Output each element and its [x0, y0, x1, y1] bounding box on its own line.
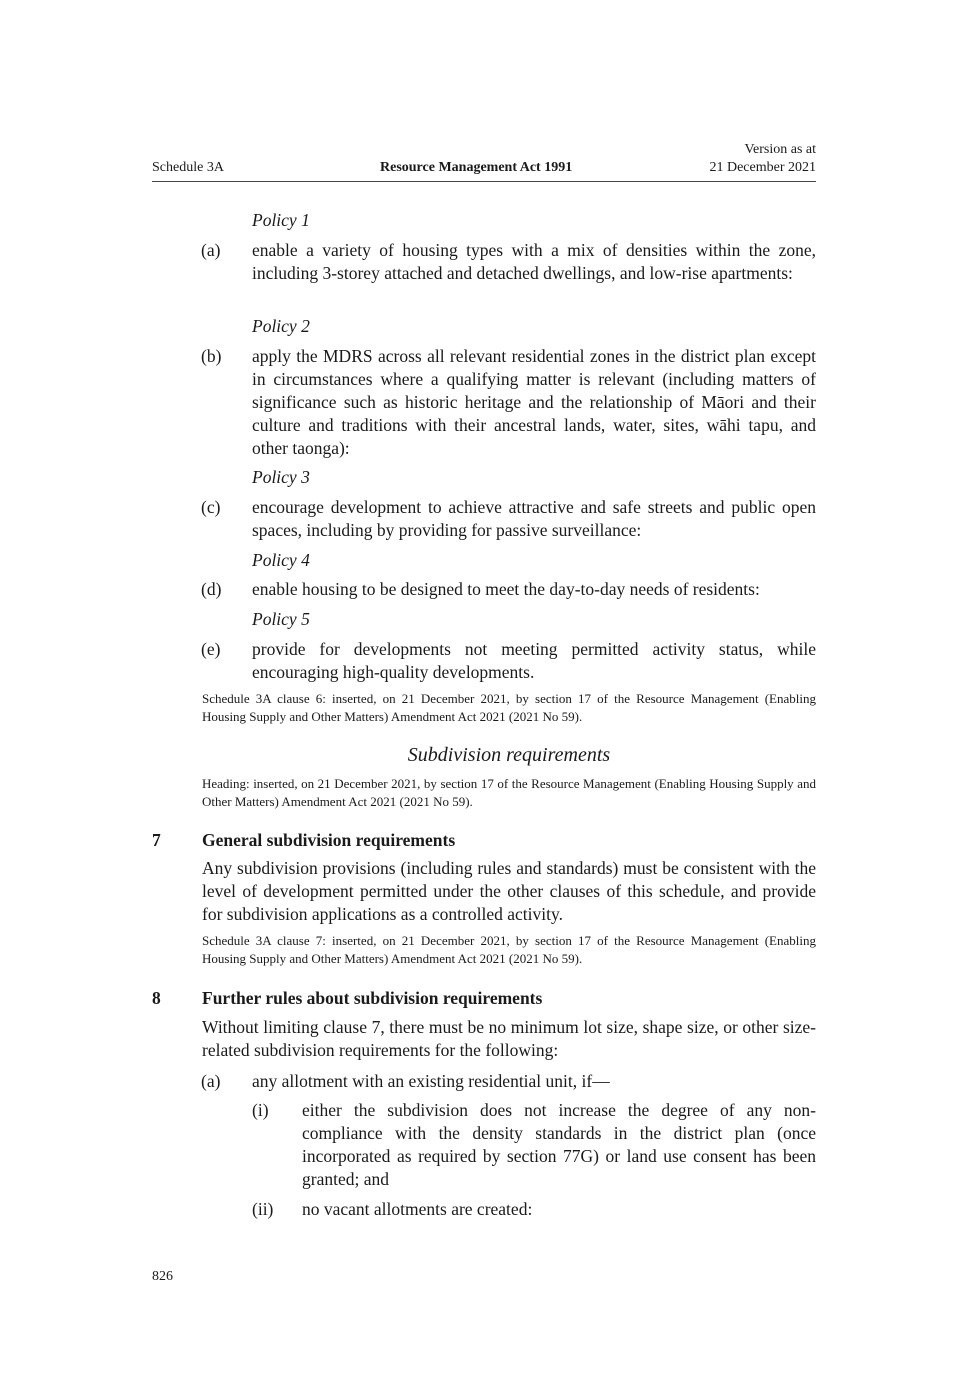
clause8-text: Without limiting clause 7, there must be no minimum lot size, shape size, or other size-related subdivision requirements for the following:	[202, 1017, 816, 1060]
subdivision-heading-note: Heading: inserted, on 21 December 2021, by section 17 of the Resource Management (Enabling Housing Supply and Other Matters) Amendment Act 2021 (2021 No 59).	[202, 776, 816, 809]
policy-heading-1: Policy 1	[252, 210, 310, 230]
policy-text-3: encourage development to achieve attractive and safe streets and public open spaces, including by providing for passive surveillance:	[252, 497, 816, 540]
clause8-subitem-text-ii: no vacant allotments are created:	[302, 1199, 533, 1219]
clause8-subitem-text-i: either the subdivision does not increase the degree of any non-compliance with the density standards in the district plan (once incorporated as required by section 77G) or land use consent has been granted; and	[302, 1100, 816, 1189]
page-number: 826	[152, 1269, 173, 1284]
clause8-subitem-label-i: (i)	[252, 1100, 269, 1120]
item-label-b: (b)	[201, 346, 222, 366]
policy-heading-4: Policy 4	[252, 550, 310, 570]
clause7-text: Any subdivision provisions (including rules and standards) must be consistent with the level of development permitted under the other clauses of this schedule, and provide for subdivision applications as a controlled activity.	[202, 858, 816, 924]
policy-heading-2: Policy 2	[252, 316, 310, 336]
clause8-item-label-a: (a)	[201, 1071, 221, 1091]
clause8-subitem-label-ii: (ii)	[252, 1199, 274, 1219]
policy-text-2: apply the MDRS across all relevant residential zones in the district plan except in circumstances where a qualifying matter is relevant (including matters of significance such as historic heritage and the relationship of Māori and their culture and traditions with their ancestral lands, water, sites, wāhi tapu, and other taonga):	[252, 346, 816, 458]
item-label-d: (d)	[201, 579, 222, 599]
clause7-title: General subdivision requirements	[202, 830, 456, 850]
running-header-schedule: Schedule 3A	[152, 160, 224, 175]
policy-text-4: enable housing to be designed to meet the day-to-day needs of residents:	[252, 579, 760, 599]
clause8-number: 8	[152, 988, 161, 1008]
clause6-history-note: Schedule 3A clause 6: inserted, on 21 December 2021, by section 17 of the Resource Management (Enabling Housing Supply and Other Matters) Amendment Act 2021 (2021 No 59).	[202, 691, 816, 724]
item-label-e: (e)	[201, 639, 221, 659]
running-header-version-date: 21 December 2021	[709, 160, 816, 175]
policy-text-5: provide for developments not meeting permitted activity status, while encouraging high-quality developments.	[252, 639, 816, 682]
running-header-act-title: Resource Management Act 1991	[380, 160, 573, 175]
item-label-c: (c)	[201, 497, 221, 517]
clause7-history-note: Schedule 3A clause 7: inserted, on 21 December 2021, by section 17 of the Resource Management (Enabling Housing Supply and Other Matters) Amendment Act 2021 (2021 No 59).	[202, 933, 816, 966]
running-header-version-label: Version as at	[744, 142, 816, 157]
policy-heading-5: Policy 5	[252, 609, 310, 629]
subdivision-heading: Subdivision requirements	[407, 744, 611, 766]
clause8-title: Further rules about subdivision requirements	[202, 988, 543, 1008]
clause7-number: 7	[152, 830, 161, 850]
policy-heading-3: Policy 3	[252, 467, 310, 487]
policy-text-1: enable a variety of housing types with a mix of densities within the zone, including 3-storey attached and detached dwellings, and low-rise apartments:	[252, 240, 816, 283]
item-label-a: (a)	[201, 240, 221, 260]
header-rule	[152, 181, 816, 182]
clause8-item-text-a: any allotment with an existing residential unit, if—	[252, 1071, 610, 1091]
